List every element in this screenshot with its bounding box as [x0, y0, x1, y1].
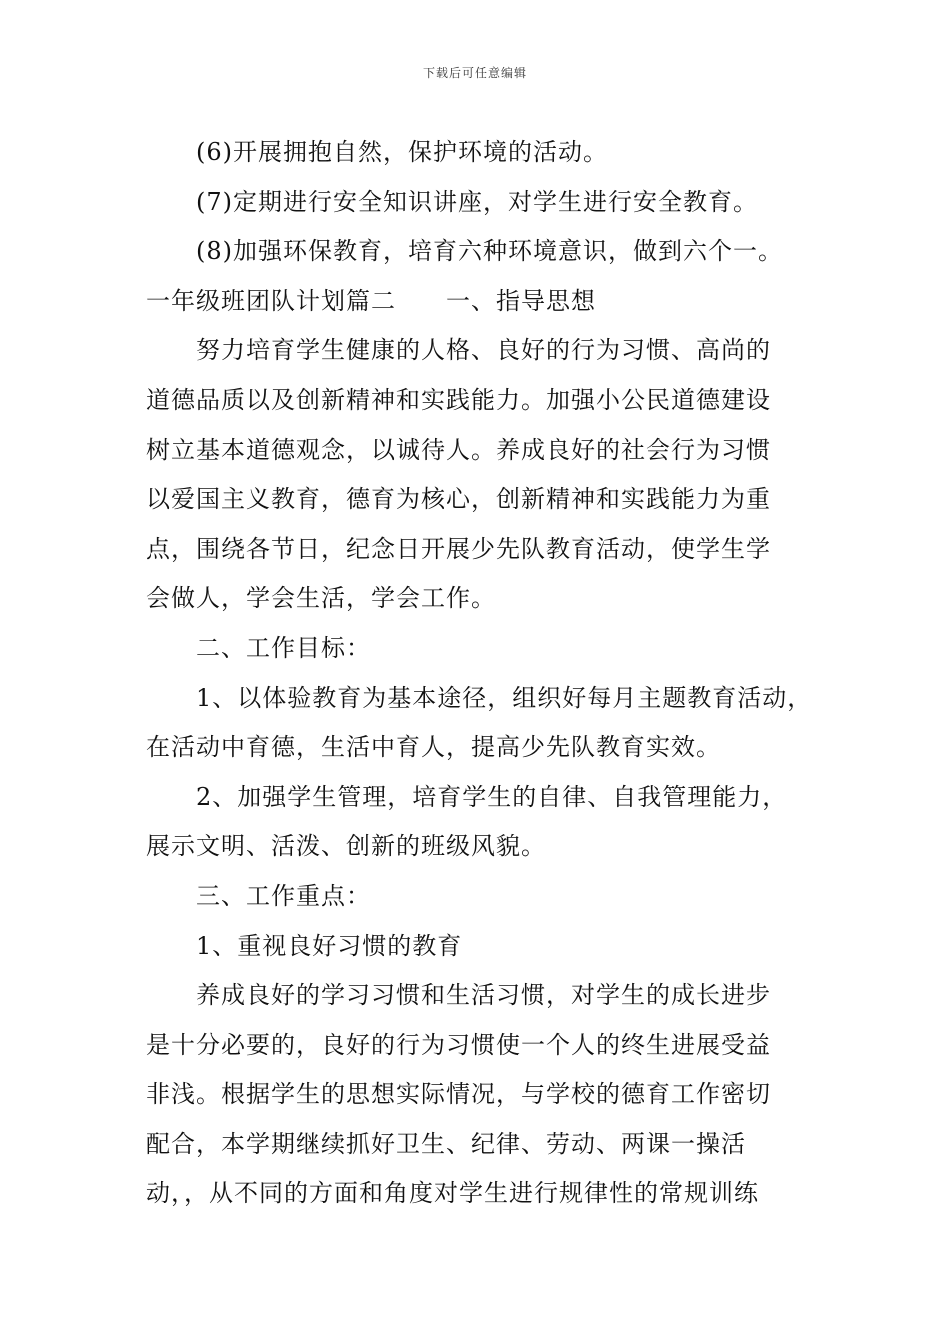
section-heading-line — [146, 277, 836, 327]
list-item-7: (7)定期进行安全知识讲座，对学生进行安全教育。 — [196, 187, 758, 216]
paragraph-line: 养成良好的学习习惯和生活习惯，对学生的成长进步 — [196, 981, 771, 1010]
paragraph-line: 会做人，学会生活，学会工作。 — [146, 584, 496, 613]
focus-item-1: 1、重视良好习惯的教育 — [196, 931, 463, 960]
paragraph-line: 以爱国主义教育，德育为核心，创新精神和实践能力为重 — [146, 485, 771, 514]
goal-item-1-continued: 在活动中育德，生活中育人，提高少先队教育实效。 — [146, 733, 721, 762]
list-item-6: (6)开展拥抱自然，保护环境的活动。 — [196, 138, 608, 166]
paragraph-line: 点，围绕各节日，纪念日开展少先队教育活动，使学生学 — [146, 534, 771, 563]
paragraph-line: 非浅。根据学生的思想实际情况，与学校的德育工作密切 — [146, 1080, 771, 1109]
article-title: 一年级班团队计划篇二 — [146, 286, 396, 315]
goal-item-1: 1、以体验教育为基本途径，组织好每月主题教育活动， — [196, 683, 813, 712]
paragraph-line: 道德品质以及创新精神和实践能力。加强小公民道德建设 — [146, 385, 771, 414]
paragraph-line: 努力培育学生健康的人格、良好的行为习惯、高尚的 — [196, 336, 771, 365]
list-item-8: (8)加强环保教育，培育六种环境意识，做到六个一。 — [196, 237, 783, 266]
section-heading-goals: 二、工作目标： — [196, 633, 371, 662]
goal-item-2-continued: 展示文明、活泼、创新的班级风貌。 — [146, 832, 546, 861]
paragraph-line: 动，，从不同的方面和角度对学生进行规律性的常规训练 — [146, 1179, 759, 1208]
paragraph-line: 配合，本学期继续抓好卫生、纪律、劳动、两课一操活 — [146, 1129, 746, 1158]
section-heading-focus: 三、工作重点： — [196, 881, 371, 910]
paragraph-line: 是十分必要的，良好的行为习惯使一个人的终生进展受益 — [146, 1030, 771, 1059]
paragraph-line: 树立基本道德观念，以诚待人。养成良好的社会行为习惯 — [146, 435, 771, 464]
goal-item-2: 2、加强学生管理，培育学生的自律、自我管理能力， — [196, 782, 788, 811]
page-header-note: 下载后可任意编辑 — [422, 66, 527, 80]
section-heading-guiding-thought: 一、指导思想 — [446, 286, 596, 315]
document-body — [146, 128, 836, 1219]
